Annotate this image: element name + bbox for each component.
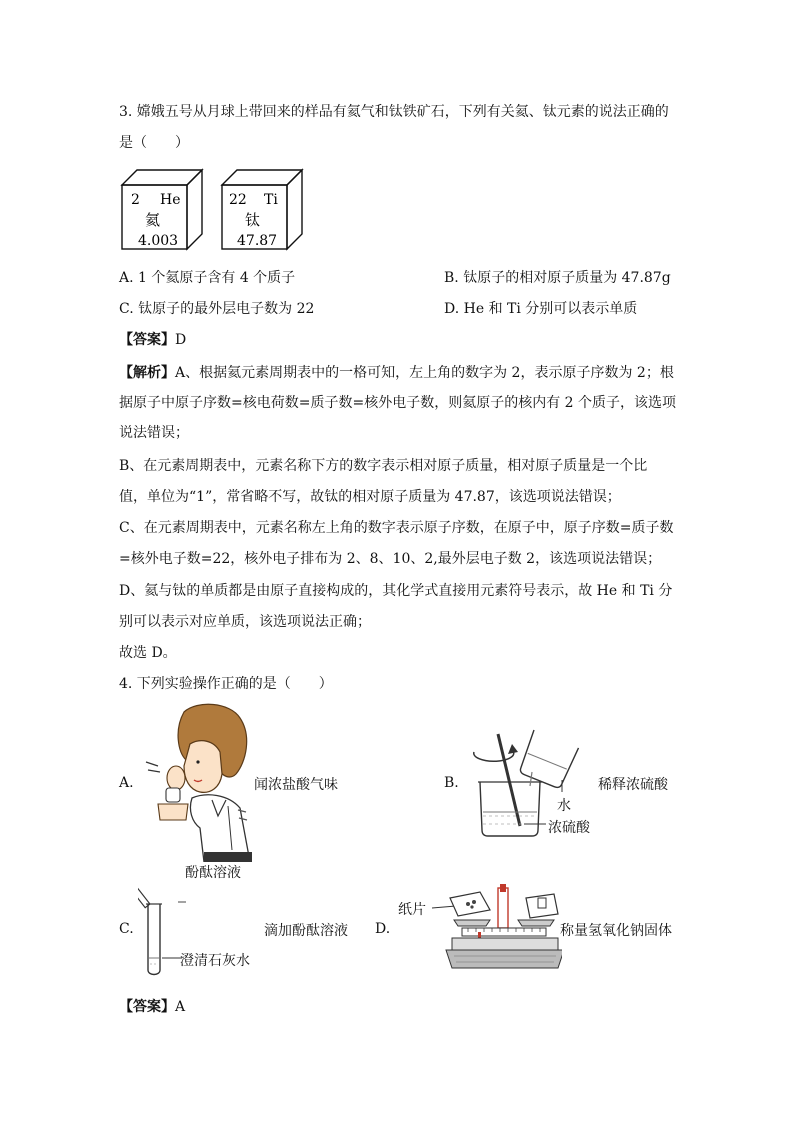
q3-analysis-line-6: =核外电子数=22，核外电子排布为 2、8、10、2,最外层电子数 2，该选项说法错误；	[119, 551, 662, 567]
ti-symbol: Ti	[264, 192, 278, 208]
q3-analysis-line-9: 故选 D。	[119, 645, 177, 661]
q3-analysis-line-7: D、氦与钛的单质都是由原子直接构成的，其化学式直接用元素符号表示，故 He 和 Ti 分	[119, 583, 673, 599]
he-cell	[122, 170, 202, 249]
q4-answer	[119, 997, 185, 1017]
q4-option-d-caption: 称量氢氧化钠固体	[560, 923, 672, 939]
q4-option-a-letter: A.	[119, 775, 134, 791]
q3-answer-label: 【答案】	[119, 332, 175, 348]
q4-option-c-letter: C.	[119, 921, 134, 937]
periodic-cells-figure	[120, 168, 310, 252]
q4-option-d-label-paper: 纸片	[398, 902, 426, 918]
q3-analysis-line-0: 【解析】A、根据氦元素周期表中的一格可知，左上角的数字为 2，表示原子序数为 2；根	[119, 365, 674, 381]
q3-answer-value: D	[175, 332, 187, 348]
ti-name: 钛	[245, 211, 261, 229]
ti-mass: 47.87	[237, 233, 278, 249]
q3-option-c: C. 钛原子的最外层电子数为 22	[119, 301, 315, 317]
q3-option-d: D. He 和 Ti 分别可以表示单质	[444, 301, 638, 317]
q3-analysis-line-4: 值，单位为“1”，常省略不写，故钛的相对原子质量为 47.87，该选项说法错误；	[119, 489, 621, 505]
q4-option-d-letter: D.	[375, 921, 391, 937]
q4-option-b-label-water: 水	[557, 798, 571, 814]
q3-analysis-line-3: B、在元素周期表中，元素名称下方的数字表示相对原子质量，相对原子质量是一个比	[119, 458, 648, 474]
he-symbol: He	[160, 192, 181, 208]
q4-option-a-caption: 闻浓盐酸气味	[254, 777, 338, 793]
balance-illustration	[432, 880, 562, 972]
q4-option-b-caption: 稀释浓硫酸	[598, 777, 668, 793]
he-mass: 4.003	[138, 233, 179, 249]
smelling-person-illustration	[142, 700, 252, 862]
q3-analysis-line-1: 据原子中原子序数=核电荷数=质子数=核外电子数，则氦原子的核内有 2 个质子，该选项	[119, 395, 676, 411]
q4-option-c-label-bottom: 澄清石灰水	[180, 953, 250, 969]
q4-answer-label: 【答案】	[119, 999, 175, 1015]
q4-stem: 4. 下列实验操作正确的是（ ）	[119, 676, 333, 692]
q4-option-c-label-top: 酚酞溶液	[185, 865, 241, 881]
he-name: 氦	[145, 211, 161, 229]
q4-option-b-letter: B.	[444, 775, 459, 791]
q3-analysis-line-5: C、在元素周期表中，元素名称左上角的数字表示原子序数，在原子中，原子序数=质子数	[119, 520, 674, 536]
q3-stem-line1: 3. 嫦娥五号从月球上带回来的样品有氦气和钛铁矿石，下列有关氦、钛元素的说法正确的	[119, 104, 669, 120]
q4-option-b-label-acid: 浓硫酸	[548, 820, 590, 836]
q4-answer-value: A	[175, 999, 186, 1015]
q3-analysis-line-8: 别可以表示对应单质，该选项说法正确；	[119, 614, 371, 630]
he-number: 2	[131, 192, 140, 208]
q4-option-c-caption: 滴加酚酞溶液	[264, 923, 348, 939]
q3-option-a: A. 1 个氦原子含有 4 个质子	[119, 270, 296, 286]
ti-number: 22	[229, 192, 247, 208]
q3-stem-line2: 是（ ）	[119, 135, 189, 151]
q3-option-b: B. 钛原子的相对原子质量为 47.87g	[444, 270, 671, 286]
q3-answer	[119, 330, 186, 350]
ti-cell	[222, 170, 302, 249]
q3-analysis-line-2: 说法错误；	[119, 425, 189, 441]
q3-analysis-label: 【解析】	[119, 365, 175, 381]
